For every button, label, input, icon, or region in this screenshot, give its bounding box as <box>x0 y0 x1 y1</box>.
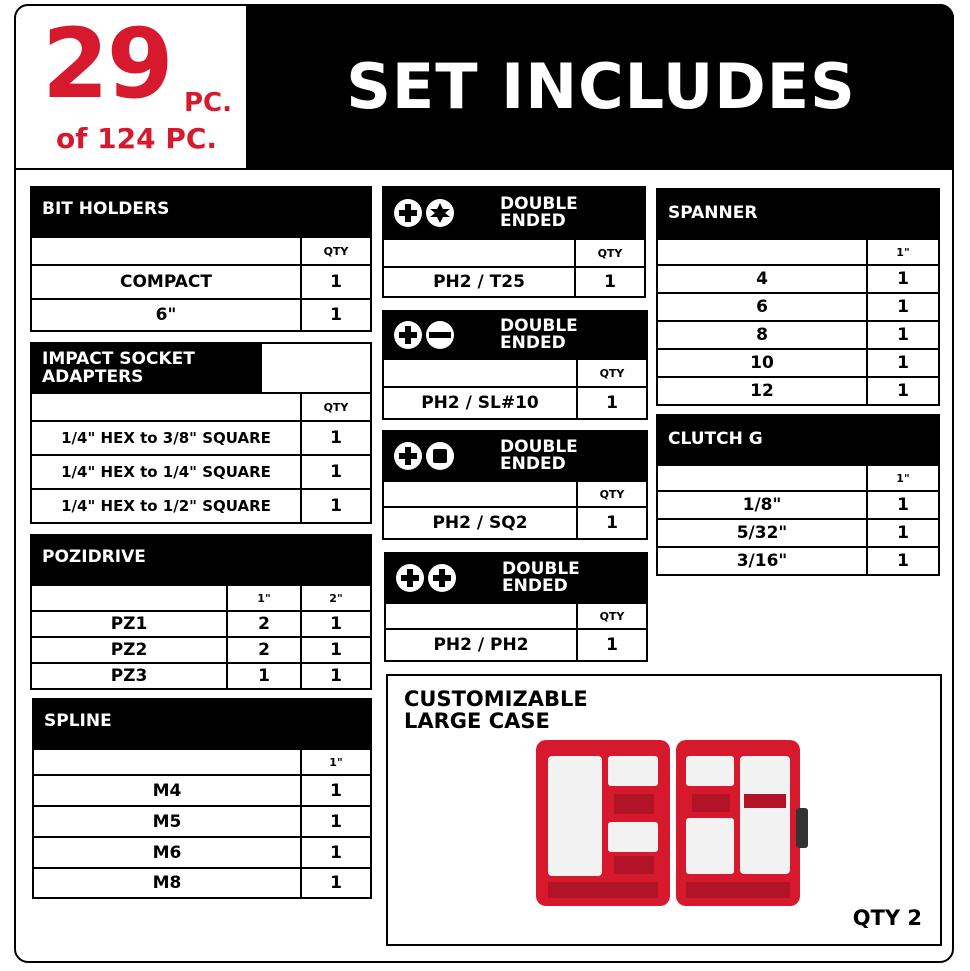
column-header: QTY <box>576 604 646 628</box>
table-row: PH2 / T25 1 <box>384 266 644 296</box>
table-header-row <box>32 584 370 610</box>
square-icon <box>426 442 454 470</box>
clutch-g-table <box>656 414 940 576</box>
table-header-row <box>32 236 370 264</box>
table-row: 1/4" HEX to 3/8" SQUARE 1 <box>32 420 370 454</box>
table-header-row <box>384 358 646 386</box>
table-header: SPLINE <box>34 700 370 748</box>
double-ended-table <box>382 430 648 540</box>
table-header-row <box>34 748 370 774</box>
column-header: 1" <box>866 466 938 490</box>
table-header-row <box>658 238 938 264</box>
bit-holders-table <box>30 186 372 332</box>
table-row: PH2 / SQ2 1 <box>384 506 646 538</box>
table-row: 3/16" 1 <box>658 546 938 574</box>
column-header: QTY <box>574 240 644 266</box>
table-row: PZ3 1 1 <box>32 662 370 688</box>
table-header: POZIDRIVE <box>32 536 370 584</box>
table-header-row <box>32 392 370 420</box>
column-header: QTY <box>576 482 646 506</box>
table-header: CLUTCH G <box>658 416 938 464</box>
column-header: QTY <box>300 394 370 420</box>
total-count: of 124 PC. <box>56 122 218 155</box>
table-row: M6 1 <box>34 836 370 867</box>
table-row: PZ2 2 1 <box>32 636 370 662</box>
double-ended-table <box>382 186 646 298</box>
table-header-row <box>384 238 644 266</box>
table-row: 12 1 <box>658 376 938 404</box>
pc-suffix: PC. <box>184 88 233 118</box>
piece-count: 29 <box>42 8 172 120</box>
table-row: 8 1 <box>658 320 938 348</box>
table-header-row <box>658 464 938 490</box>
table-row: 1/4" HEX to 1/2" SQUARE 1 <box>32 488 370 522</box>
table-header: DOUBLE ENDED <box>386 554 646 602</box>
table-row: 10 1 <box>658 348 938 376</box>
double-ended-table <box>382 310 648 420</box>
table-header-row <box>384 480 646 506</box>
title-bar <box>248 4 954 170</box>
column-header: QTY <box>300 238 370 264</box>
table-row: 6 1 <box>658 292 938 320</box>
case-image <box>534 738 810 908</box>
table-row: 5/32" 1 <box>658 518 938 546</box>
torx-icon <box>426 199 454 227</box>
column-header: QTY <box>576 360 646 386</box>
column-header: 2" <box>300 586 370 610</box>
table-header: IMPACT SOCKET ADAPTERS <box>32 344 262 392</box>
table-header-row <box>386 602 646 628</box>
spline-table <box>32 698 372 899</box>
table-row: PZ1 2 1 <box>32 610 370 636</box>
case-title: CUSTOMIZABLE LARGE CASE <box>404 687 588 733</box>
piece-count-box <box>14 4 248 170</box>
pozidrive-table <box>30 534 372 690</box>
spanner-table <box>656 188 940 406</box>
table-row: PH2 / PH2 1 <box>386 628 646 660</box>
table-row: 4 1 <box>658 264 938 292</box>
table-header: SPANNER <box>658 190 938 238</box>
case-panel <box>386 674 942 946</box>
slotted-icon <box>426 321 454 349</box>
phillips-icon <box>394 442 422 470</box>
table-header: BIT HOLDERS <box>32 188 370 236</box>
double-ended-table <box>384 552 648 662</box>
table-row: 1/8" 1 <box>658 490 938 518</box>
table-row: M8 1 <box>34 867 370 897</box>
page-title: SET INCLUDES <box>346 50 856 123</box>
phillips-icon <box>428 564 456 592</box>
table-header: DOUBLE ENDED <box>384 312 646 358</box>
table-header: DOUBLE ENDED <box>384 432 646 480</box>
column-header: 1" <box>300 750 370 774</box>
phillips-icon <box>394 199 422 227</box>
table-row: 1/4" HEX to 1/4" SQUARE 1 <box>32 454 370 488</box>
column-header: 1" <box>866 240 938 264</box>
table-row: M5 1 <box>34 805 370 836</box>
impact-socket-adapters-table <box>30 342 372 524</box>
table-row: M4 1 <box>34 774 370 805</box>
table-row: PH2 / SL#10 1 <box>384 386 646 418</box>
phillips-icon <box>396 564 424 592</box>
column-header: 1" <box>226 586 300 610</box>
phillips-icon <box>394 321 422 349</box>
table-row: COMPACT 1 <box>32 264 370 298</box>
table-row: 6" 1 <box>32 298 370 330</box>
case-qty: QTY 2 <box>852 906 922 930</box>
table-header: DOUBLE ENDED <box>384 188 644 238</box>
